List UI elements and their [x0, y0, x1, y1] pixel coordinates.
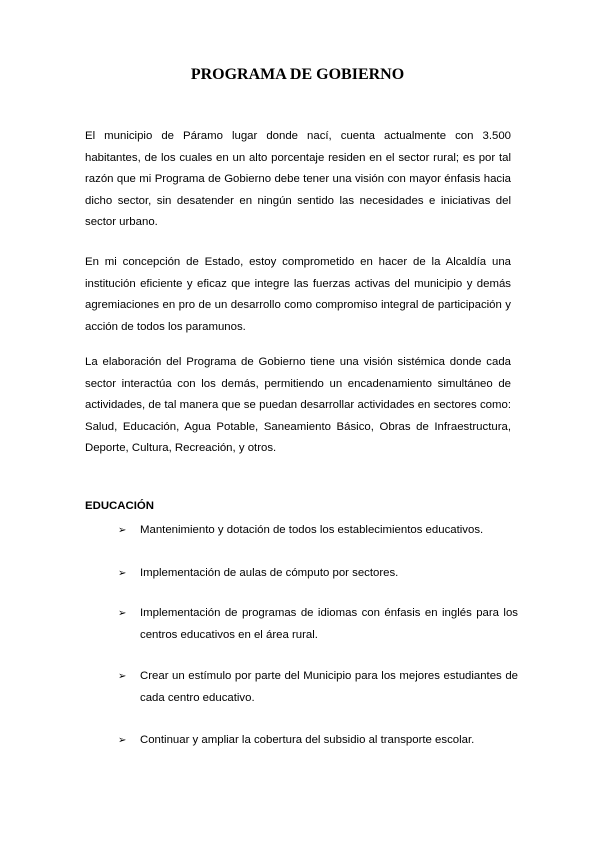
list-item-text: Implementación de programas de idiomas con énfasis en inglés para los centros educativos en el área rural.	[140, 607, 518, 641]
list-item	[118, 603, 518, 646]
list-item	[118, 730, 518, 752]
page-title: PROGRAMA DE GOBIERNO	[190, 66, 405, 83]
list-item	[118, 520, 518, 542]
list-item-text: Implementación de aulas de cómputo por sectores.	[140, 567, 399, 579]
paragraph-program-vision: La elaboración del Programa de Gobierno tiene una visión sistémica donde cada sector interactúa con los demás, permitiendo un encadenamiento simultáneo de actividades, de tal manera que se puedan desarrollar actividades en sectores como: Salud, Educación, Agua Potable, Saneamiento Básico, Obras de Infraestructura, Deporte, Cultura, Recreación, y otros.	[85, 356, 511, 454]
paragraph-state-concept: En mi concepción de Estado, estoy comprometido en hacer de la Alcaldía una institución eficiente y eficaz que integre las fuerzas activas del municipio y demás agremiaciones en pro de un desarrollo como compromiso integral de participación y acción de todos los paramunos.	[85, 256, 511, 333]
list-item-text: Mantenimiento y dotación de todos los establecimientos educativos.	[140, 524, 484, 536]
arrow-bullet-icon: ➢	[118, 671, 127, 682]
arrow-bullet-icon: ➢	[118, 525, 127, 536]
list-item-text: Crear un estímulo por parte del Municipio para los mejores estudiantes de cada centro educativo.	[140, 670, 518, 704]
list-item	[118, 666, 518, 709]
arrow-bullet-icon: ➢	[118, 735, 127, 746]
section-heading-education: EDUCACIÓN	[85, 500, 154, 512]
arrow-bullet-icon: ➢	[118, 568, 127, 579]
arrow-bullet-icon: ➢	[118, 608, 127, 619]
list-item	[118, 563, 518, 585]
list-item-text: Continuar y ampliar la cobertura del subsidio al transporte escolar.	[140, 734, 475, 746]
paragraph-intro: El municipio de Páramo lugar donde nací, cuenta actualmente con 3.500 habitantes, de los cuales en un alto porcentaje residen en el sector rural; es por tal razón que mi Programa de Gobierno debe tener una visión con mayor énfasis hacia dicho sector, sin desatender en ningún sentido las necesidades e iniciativas del sector urbano.	[85, 130, 511, 228]
